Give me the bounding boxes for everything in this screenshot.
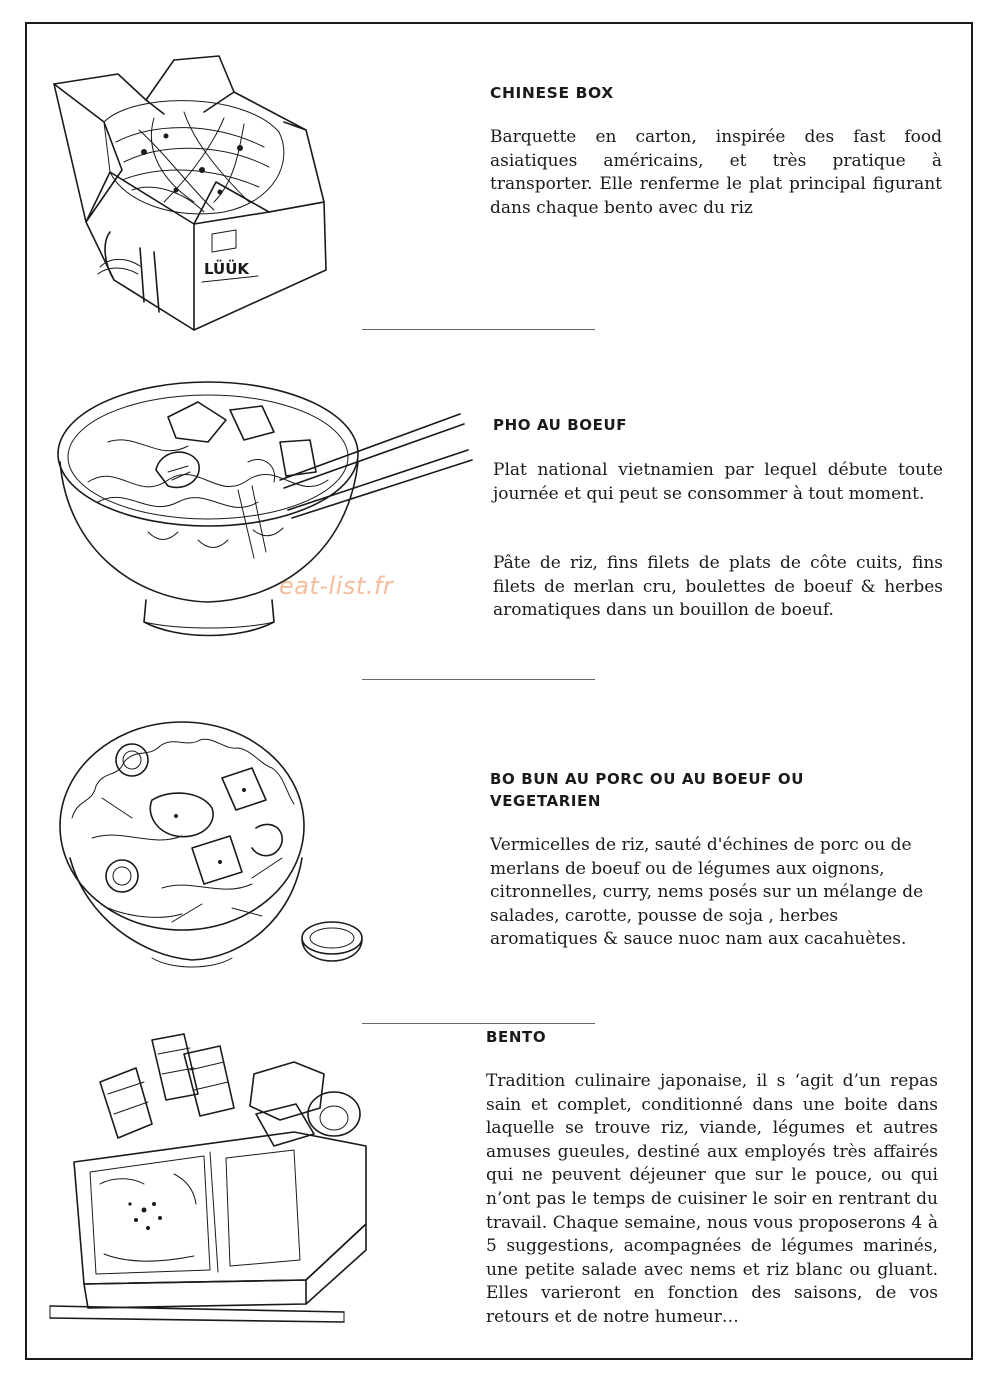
item-description-pho-2: Pâte de riz, fins filets de plats de côte cuits, fins filets de merlan cru, boulettes de boeuf & herbes aromatiques dans un bouillon de boeuf. xyxy=(493,553,943,621)
section-divider xyxy=(362,1023,595,1024)
item-title-chinese-box: CHINESE BOX xyxy=(490,84,614,102)
box-logo-text: LÜÜK xyxy=(204,260,250,278)
item-title-pho: PHO AU BOEUF xyxy=(493,416,628,434)
takeout-box-icon xyxy=(44,52,344,332)
salad-bowl-icon xyxy=(52,708,382,993)
item-description-pho-1: Plat national vietnamien par lequel débute toute journée et qui peut se consommer à tout moment. xyxy=(493,460,943,504)
item-description-bo-bun: Vermicelles de riz, sauté d'échines de porc ou de merlans de boeuf ou de légumes aux oignons, citronnelles, curry, nems posés sur un mélange de salades, carotte, pousse de soja , herbes aromatiques & sauce nuoc nam aux cacahuètes. xyxy=(490,835,924,950)
item-description-bento: Tradition culinaire japonaise, il s ‘agit d’un repas sain et complet, conditionné dans une boite dans laquelle se trouve riz, viande, légumes et autres amuses gueules, destiné aux employés très affairés qui ne peuvent déjeuner que sur le pouce, ou qui n’ont pas le temps de cuisiner le soir en rentrant du travail. Chaque semaine, nous vous proposerons 4 à 5 suggestions, acompagnées de légumes marinés, une petite salade avec nems et riz blanc ou gluant. Elles varieront en fonction des saisons, de vos retours et de notre humeur… xyxy=(486,1071,938,1327)
section-divider xyxy=(362,679,595,680)
noodle-bowl-icon xyxy=(48,362,478,647)
watermark-text: eat-list.fr xyxy=(279,572,394,600)
item-title-bento: BENTO xyxy=(486,1028,547,1046)
section-divider xyxy=(362,329,595,330)
bento-box-icon xyxy=(44,1034,384,1329)
item-title-bo-bun: BO BUN AU PORC OU AU BOEUF OU VEGETARIEN xyxy=(490,770,804,810)
item-description-chinese-box: Barquette en carton, inspirée des fast food asiatiques américains, et très pratique à transporter. Elle renferme le plat principal figurant dans chaque bento avec du riz xyxy=(490,127,942,218)
